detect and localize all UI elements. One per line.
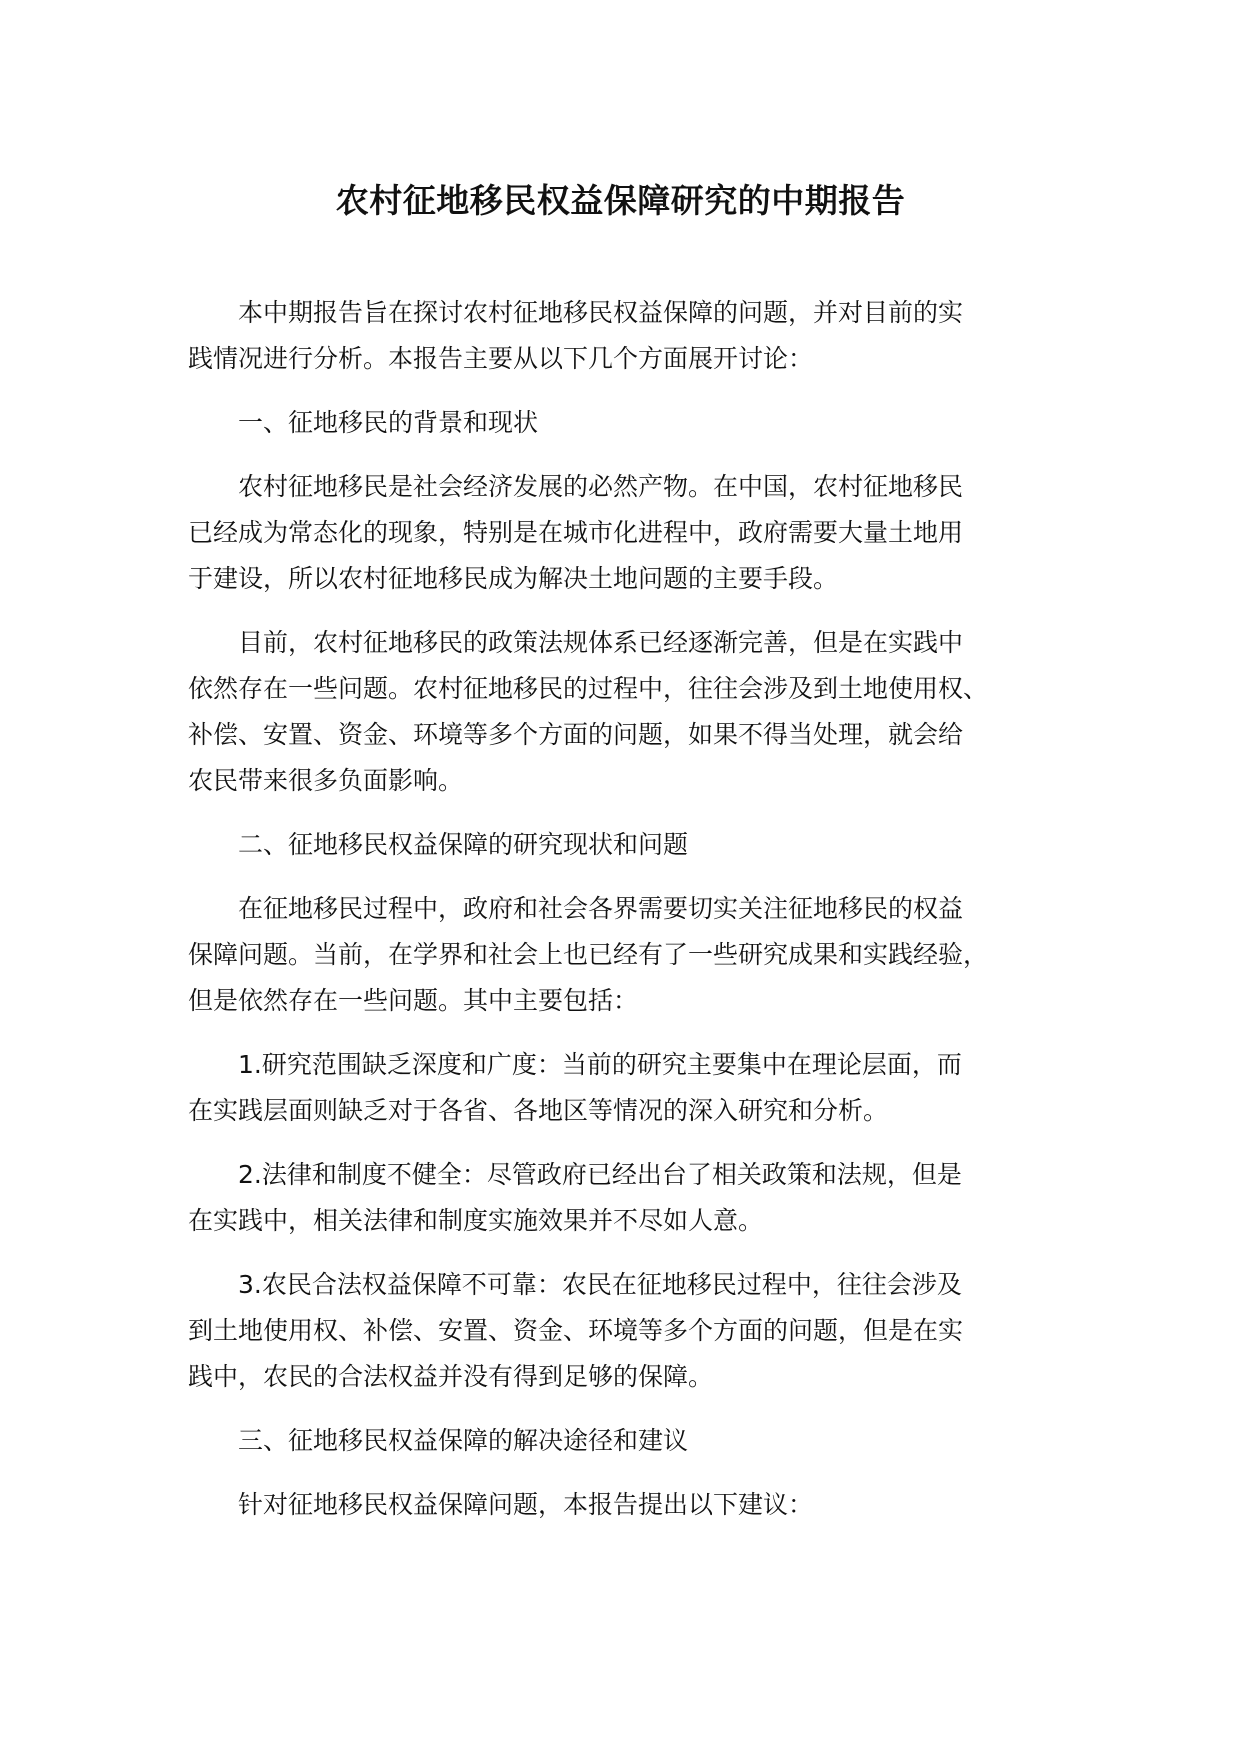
section2-list-item-2: 2.法律和制度不健全：尽管政府已经出台了相关政策和法规，但是 在实践中，相关法律和制度实施效果并不尽如人意。 [188,1160,962,1235]
document-body [188,290,1088,1546]
section2-list-item-1: 1.研究范围缺乏深度和广度：当前的研究主要集中在理论层面，而 在实践层面则缺乏对于各省、各地区等情况的深入研究和分析。 [188,1050,962,1125]
section3-paragraph-1: 针对征地移民权益保障问题，本报告提出以下建议： [238,1490,814,1519]
section2-list-item-3: 3.农民合法权益保障不可靠：农民在征地移民过程中，往往会涉及 到土地使用权、补偿、安置、资金、环境等多个方面的问题，但是在实 践中，农民的合法权益并没有得到足够的保障。 [188,1270,964,1391]
section2-paragraph-1: 在征地移民过程中，政府和社会各界需要切实关注征地移民的权益 保障问题。当前，在学界和社会上也已经有了一些研究成果和实践经验， 但是依然存在一些问题。其中主要包括： [188,894,989,1015]
section1-paragraph-1: 农村征地移民是社会经济发展的必然产物。在中国，农村征地移民 已经成为常态化的现象，特别是在城市化进程中，政府需要大量土地用 于建设，所以农村征地移民成为解决土地问题的主要手段。 [188,472,964,593]
section1-paragraph-2: 目前，农村征地移民的政策法规体系已经逐渐完善，但是在实践中 依然存在一些问题。农村征地移民的过程中，往往会涉及到土地使用权、 补偿、安置、资金、环境等多个方面的问题，如果不得当处理，就会给 农民带来很多负面影响。 [188,628,989,795]
intro-paragraph: 本中期报告旨在探讨农村征地移民权益保障的问题，并对目前的实 践情况进行分析。本报告主要从以下几个方面展开讨论： [188,298,964,373]
document-title: 农村征地移民权益保障研究的中期报告 [335,181,906,220]
section-heading-2: 二、征地移民权益保障的研究现状和问题 [238,830,689,859]
section-heading-1: 一、征地移民的背景和现状 [238,408,539,437]
section-heading-3: 三、征地移民权益保障的解决途径和建议 [238,1426,689,1455]
